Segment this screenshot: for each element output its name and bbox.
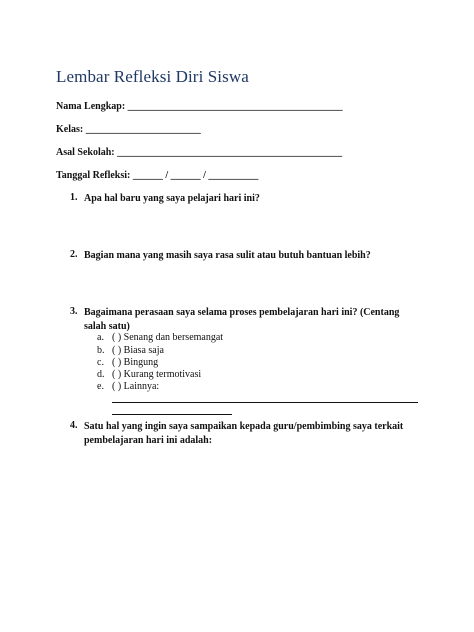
answer-line-1 — [112, 402, 418, 403]
question-2-text: Bagian mana yang masih saya rasa sulit atau butuh bantuan lebih? — [84, 250, 371, 261]
option-b-letter: b. — [97, 345, 105, 356]
option-a-letter: a. — [97, 332, 104, 343]
option-b-text: ( ) Biasa saja — [112, 345, 164, 356]
option-e-text: ( ) Lainnya: — [112, 381, 160, 392]
page-title: Lembar Refleksi Diri Siswa — [56, 67, 249, 86]
option-c-letter: c. — [97, 357, 104, 368]
option-a-text: ( ) Senang dan bersemangat — [112, 332, 224, 343]
question-4-number: 4. — [70, 420, 78, 431]
option-d-letter: d. — [97, 369, 105, 380]
field-kelas: Kelas: _______________________ — [56, 124, 201, 135]
field-nama-lengkap: Nama Lengkap: ___________________________________________ — [56, 101, 343, 112]
option-d-text: ( ) Kurang termotivasi — [112, 369, 202, 380]
question-2-number: 2. — [70, 249, 78, 260]
question-3-number: 3. — [70, 306, 78, 317]
option-c-text: ( ) Bingung — [112, 357, 159, 368]
question-1-text: Apa hal baru yang saya pelajari hari ini? — [84, 193, 260, 204]
question-3-text: Bagaimana perasaan saya selama proses pembelajaran hari ini? (Centang salah satu) — [84, 307, 400, 332]
question-4-text: Satu hal yang ingin saya sampaikan kepada guru/pembimbing saya terkait pembelajaran hari ini adalah: — [84, 421, 404, 446]
option-e-letter: e. — [97, 381, 104, 392]
question-1-number: 1. — [70, 192, 78, 203]
field-tanggal-refleksi: Tanggal Refleksi: ______ / ______ / __________ — [56, 170, 259, 181]
answer-line-2 — [112, 414, 232, 415]
field-asal-sekolah: Asal Sekolah: _____________________________________________ — [56, 147, 343, 158]
